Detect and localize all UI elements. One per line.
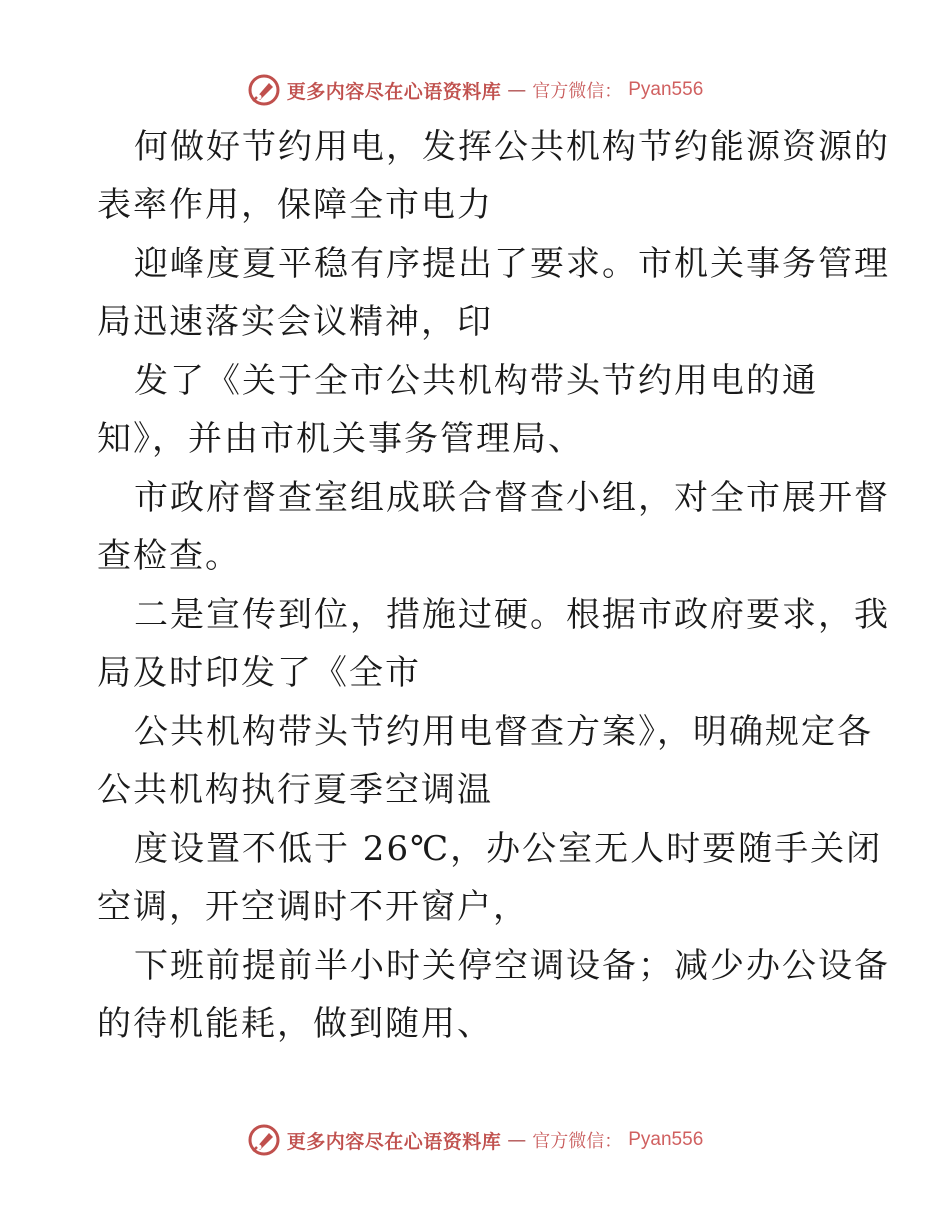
text-line: 二是宣传到位，措施过硬。根据市政府要求，我 [134, 595, 890, 635]
watermark-id: Pyan556 [628, 1129, 704, 1150]
text-line: 公共机构执行夏季空调温 [97, 770, 493, 810]
text-line: 迎峰度夏平稳有序提出了要求。市机关事务管理 [134, 244, 890, 284]
text-line: 空调，开空调时不开窗户， [97, 887, 529, 927]
text-line: 查检查。 [97, 536, 241, 576]
text-line: 表率作用，保障全市电力 [97, 185, 493, 225]
text-line: 局及时印发了《全市 [97, 653, 421, 693]
text-line: 局迅速落实会议精神，印 [97, 302, 493, 342]
text-line: 市政府督查室组成联合督查小组，对全市展开督 [134, 478, 890, 518]
watermark-id: Pyan556 [628, 79, 704, 100]
watermark-header [0, 70, 950, 110]
text-line: 度设置不低于 26℃，办公室无人时要随手关闭 [134, 829, 883, 869]
text-line: 发了《关于全市公共机构带头节约用电的通 [134, 361, 818, 401]
text-line: 的待机能耗，做到随用、 [97, 1004, 493, 1044]
watermark-label: 官方微信： [532, 81, 623, 102]
text-line: 何做好节约用电，发挥公共机构节约能源资源的 [134, 127, 890, 167]
watermark-text: 更多内容尽在心语资料库 [286, 80, 502, 103]
text-line: 公共机构带头节约用电督查方案》，明确规定各 [134, 712, 873, 752]
text-line: 下班前提前半小时关停空调设备；减少办公设备 [134, 946, 890, 986]
pen-nib-logo-icon [247, 73, 281, 107]
watermark-dash: — [507, 1129, 527, 1151]
pen-nib-logo-icon [247, 1123, 281, 1157]
watermark-footer [0, 1120, 950, 1160]
text-line: 知》，并由市机关事务管理局、 [97, 419, 584, 459]
watermark-label: 官方微信： [532, 1131, 623, 1152]
watermark-text: 更多内容尽在心语资料库 [286, 1130, 502, 1153]
watermark-dash: — [507, 79, 527, 101]
